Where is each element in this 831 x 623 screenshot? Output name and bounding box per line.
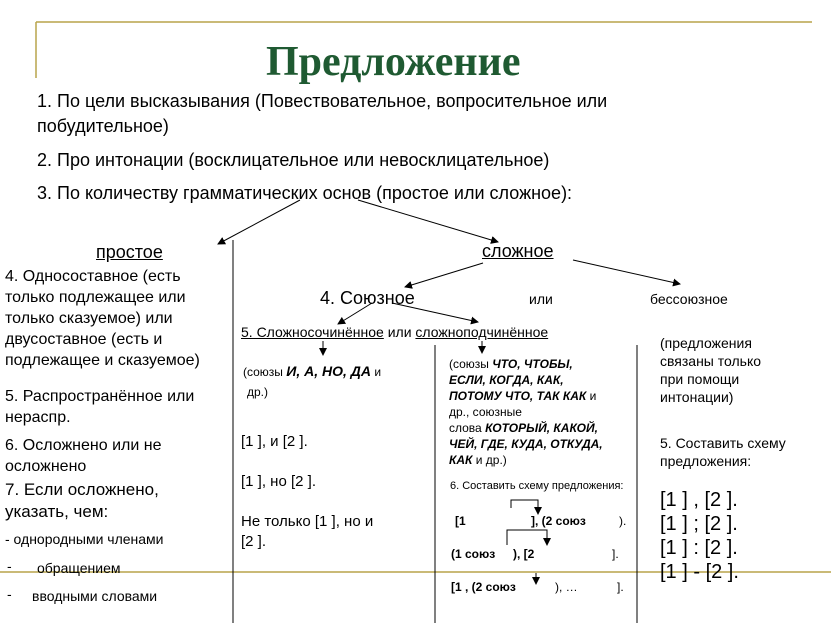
sub-line xyxy=(449,452,603,468)
sub-scheme1-c: ). xyxy=(619,514,627,528)
sub-scheme3-c: ]. xyxy=(617,580,624,594)
simple-point-7 xyxy=(5,479,159,523)
sub-scheme2-b: ), [2 xyxy=(513,547,535,561)
point-4-line: 4. Односоставное (есть xyxy=(5,268,181,285)
list-dash: - xyxy=(7,558,12,574)
nonunion-label: бессоюзное xyxy=(650,291,728,307)
complication-homogeneous: - однородными членами xyxy=(5,531,164,547)
point-4-line: только подлежащее или xyxy=(5,289,186,306)
sub-text: слова xyxy=(449,421,486,435)
nonunion-scheme-dash: [1 ] - [2 ]. xyxy=(660,561,739,583)
complex-point-5 xyxy=(241,323,548,341)
complication-introductory: вводными словами xyxy=(32,588,158,604)
sub-line xyxy=(449,388,603,404)
point-4-line: двусоставное (есть и xyxy=(5,331,163,348)
sub-scheme2-a: (1 союз xyxy=(451,547,496,561)
sub-conj: ЧЕЙ, ГДЕ, КУДА, ОТКУДА, xyxy=(449,437,603,451)
point-7-line: указать, чем: xyxy=(5,502,109,521)
sub-scheme2-c: ]. xyxy=(612,547,619,561)
nonunion-note-line: связаны только xyxy=(660,353,762,369)
sub-text: и др.) xyxy=(472,453,507,467)
nonunion-note-line: (предложения xyxy=(660,335,752,351)
coord-tail: и xyxy=(371,365,382,379)
union-label: 4. Союзное xyxy=(320,288,415,308)
simple-point-5 xyxy=(5,386,194,428)
nonunion-task-line: 5. Составить схему xyxy=(660,435,786,451)
sub-scheme3-a: [1 , (2 союз xyxy=(451,580,516,594)
simple-heading: простое xyxy=(96,242,163,262)
coord-scheme-but: [1 ], но [2 ]. xyxy=(241,473,316,490)
point-6-line: осложнено xyxy=(5,458,87,475)
complication-address: обращением xyxy=(37,560,121,576)
nonunion-task xyxy=(660,434,786,470)
nonunion-scheme-semicolon: [1 ] ; [2 ]. xyxy=(660,513,738,535)
coord-conj-list: И, А, НО, ДА xyxy=(286,363,372,379)
page-title: Предложение xyxy=(266,39,521,85)
simple-point-6 xyxy=(5,435,161,477)
nonunion-schemes xyxy=(660,488,739,584)
sub-conj: ПОТОМУ ЧТО, ТАК КАК xyxy=(449,389,587,403)
simple-point-4 xyxy=(5,266,200,371)
complex-sub-label: сложноподчинённое xyxy=(415,324,549,340)
point-6-line: 6. Осложнено или не xyxy=(5,437,162,454)
point-5-line: нераспр. xyxy=(5,409,71,426)
sub-text: и xyxy=(586,389,597,403)
nonunion-note-line: при помощи xyxy=(660,371,740,387)
sub-task: 6. Составить схему предложения: xyxy=(450,480,624,492)
nonunion-note xyxy=(660,334,761,406)
sub-scheme3-b: ), … xyxy=(555,580,578,594)
sub-line xyxy=(449,420,603,436)
criterion-grammar-bases: 3. По количеству грамматических основ (простое или сложное): xyxy=(37,183,573,203)
sub-conj: ЕСЛИ, КОГДА, КАК, xyxy=(449,373,564,387)
point-4-line: подлежащее и сказуемое) xyxy=(5,352,200,369)
criterion-purpose-line2: побудительное) xyxy=(37,116,169,136)
compound-label: 5. Сложносочинённое xyxy=(241,324,384,340)
coord-scheme-not-only-line1: Не только [1 ], но и xyxy=(241,513,374,530)
sub-conj: КОТОРЫЙ, КАКОЙ, xyxy=(485,421,598,435)
coord-scheme-and: [1 ], и [2 ]. xyxy=(241,433,308,450)
coord-open: (союзы xyxy=(243,365,287,379)
sub-line xyxy=(449,356,603,372)
coord-scheme-not-only-line2: [2 ]. xyxy=(241,533,267,550)
nonunion-scheme-colon: [1 ] : [2 ]. xyxy=(660,537,738,559)
point-4-line: только сказуемое) или xyxy=(5,310,173,327)
sub-conj: КАК xyxy=(449,453,473,467)
sub-conj: ЧТО, ЧТОБЫ, xyxy=(492,357,573,371)
sub-text: (союзы xyxy=(449,357,493,371)
point-5-line: 5. Распространённое или xyxy=(5,388,195,405)
nonunion-task-line: предложения: xyxy=(660,453,752,469)
complex-heading: сложное xyxy=(482,241,554,261)
or-label: или xyxy=(529,291,553,307)
criterion-intonation: 2. Про интонации (восклицательное или невосклицательное) xyxy=(37,150,550,170)
point-7-line: 7. Если осложнено, xyxy=(5,480,159,499)
nonunion-scheme-comma: [1 ] , [2 ]. xyxy=(660,489,738,511)
sub-scheme1-text: ], (2 союз xyxy=(531,514,586,528)
criterion-purpose-line1: 1. По цели высказывания (Повествовательное, вопросительное или xyxy=(37,91,608,111)
sub-scheme1-b xyxy=(531,513,586,529)
sub-text: др., союзные xyxy=(449,405,522,419)
list-dash: - xyxy=(7,586,12,602)
or-text: или xyxy=(383,324,416,340)
coord-conjunctions xyxy=(243,362,381,381)
sub-conjunctions xyxy=(449,356,603,468)
coord-tail2: др.) xyxy=(247,385,269,399)
sub-scheme1-a: [1 xyxy=(455,514,466,528)
nonunion-note-line: интонации) xyxy=(660,389,734,405)
